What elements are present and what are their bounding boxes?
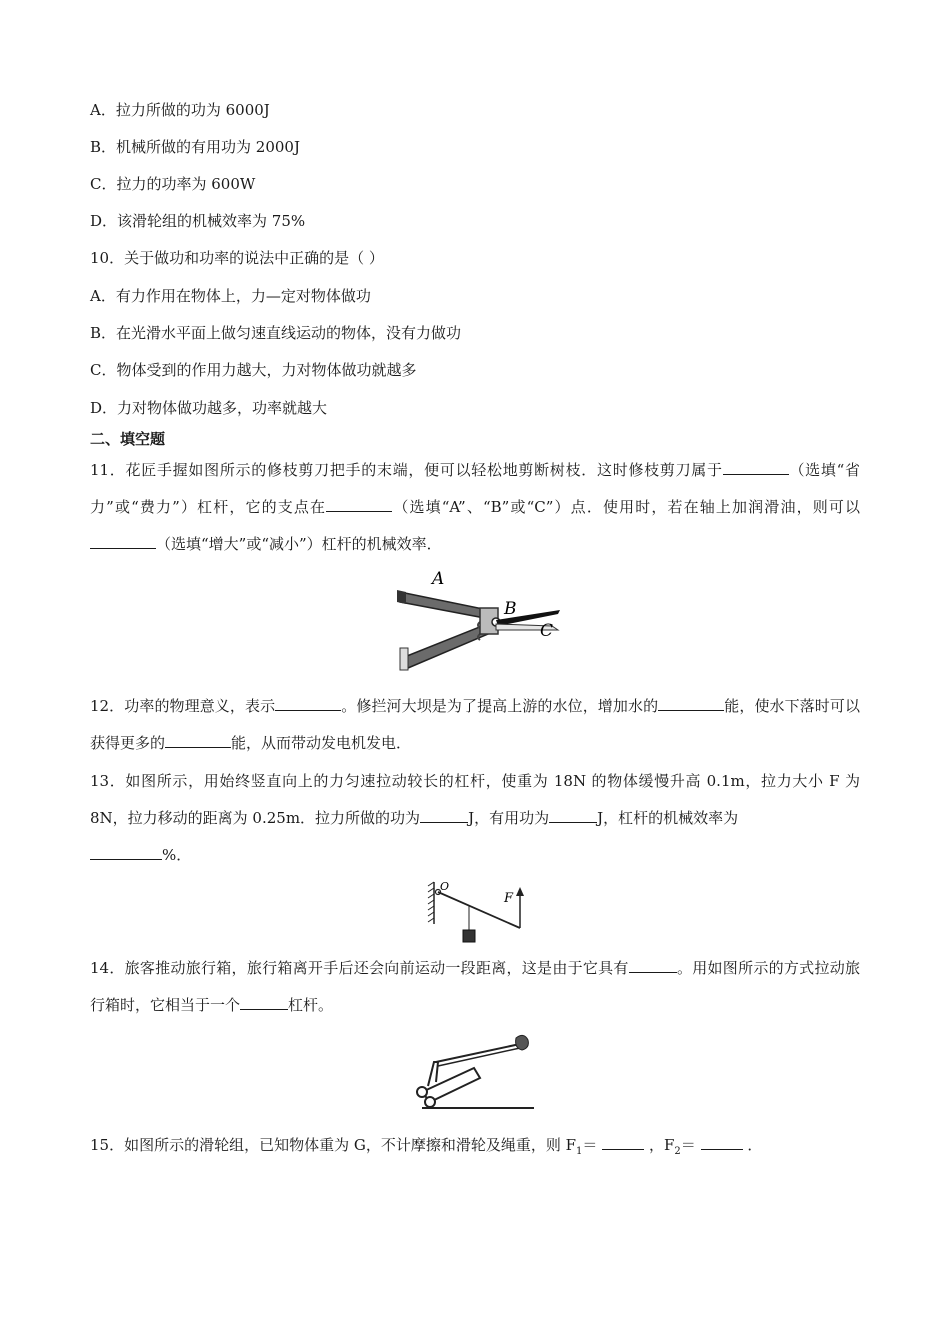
q9-option-c: C．拉力的功率为 600W xyxy=(90,175,256,193)
suitcase-wheel-1 xyxy=(417,1087,427,1097)
q15-sub-1: 1 xyxy=(576,1146,583,1157)
q15-part1: 15．如图所示的滑轮组，已知物体重为 G，不计摩擦和滑轮及绳重，则 F xyxy=(90,1136,577,1154)
q13-text xyxy=(90,763,860,874)
q10-option-c: C．物体受到的作用力越大，力对物体做功就越多 xyxy=(90,361,417,379)
q15-part3: ，F xyxy=(648,1136,675,1154)
q14-text xyxy=(90,950,860,1024)
q12-part4: 能，从而带动发电机发电． xyxy=(231,734,412,752)
q15-text xyxy=(90,1133,762,1163)
q13-blank-1 xyxy=(420,806,468,823)
q15-blank-1 xyxy=(602,1133,644,1150)
q11-blank-1 xyxy=(723,458,789,475)
hand-grip xyxy=(516,1035,529,1050)
q13-blank-3 xyxy=(90,843,162,860)
label-f: F xyxy=(504,891,514,906)
q9-option-b: B．机械所做的有用功为 2000J xyxy=(90,138,300,156)
q13-part4: %． xyxy=(162,846,192,864)
q15-part4: ＝ xyxy=(680,1136,696,1154)
q12-blank-1 xyxy=(275,694,341,711)
q15-blank-2 xyxy=(701,1133,743,1150)
q10-stem: 10．关于做功和功率的说法中正确的是（ ） xyxy=(90,249,384,267)
q13-part2: J，有用功为 xyxy=(468,809,550,827)
q10-option-b: B．在光滑水平面上做匀速直线运动的物体，没有力做功 xyxy=(90,324,462,342)
q11-part1: 11．花匠手握如图所示的修枝剪刀把手的末端，便可以轻松地剪断树枝．这时修枝剪刀属于 xyxy=(90,461,723,479)
q13-part3: J，杠杆的机械效率为 xyxy=(597,809,739,827)
q15-part2: ＝ xyxy=(582,1136,598,1154)
q11-text xyxy=(90,452,860,563)
section-title: 二、填空题 xyxy=(90,430,166,448)
q10-option-d: D．力对物体做功越多，功率就越大 xyxy=(90,399,328,417)
q11-blank-3 xyxy=(90,532,156,549)
q15-sub-2: 2 xyxy=(674,1146,681,1157)
suitcase-frame xyxy=(428,1062,438,1086)
suitcase-handle-bar xyxy=(436,1044,520,1062)
label-b: B xyxy=(504,599,517,619)
q14-part1: 14．旅客推动旅行箱，旅行箱离开手后还会向前运动一段距离，这是由于它具有 xyxy=(90,959,629,977)
q12-part1: 12．功率的物理意义，表示 xyxy=(90,697,276,715)
label-c: C xyxy=(540,621,554,641)
q14-blank-1 xyxy=(629,956,677,973)
label-o: O xyxy=(440,880,450,893)
suitcase-handle-bar-2 xyxy=(438,1048,520,1066)
q13-blank-2 xyxy=(549,806,597,823)
q12-text xyxy=(90,688,860,762)
q14-blank-2 xyxy=(240,993,288,1010)
suitcase-wheel-2 xyxy=(425,1097,435,1107)
wall-hatching xyxy=(428,882,434,922)
suitcase-figure xyxy=(408,1032,538,1112)
shears-lower-handle xyxy=(400,626,488,670)
shears-upper-handle xyxy=(397,590,490,619)
lever-figure xyxy=(426,878,528,950)
q14-part2: 。用如图所示的方式拉动旅行箱时，它相当于一个 xyxy=(90,959,860,1014)
pruning-shears-figure xyxy=(392,568,564,680)
q11-blank-2 xyxy=(326,495,392,512)
q12-part2: 。修拦河大坝是为了提高上游的水位，增加水的 xyxy=(341,697,659,715)
q9-option-a: A．拉力所做的功为 6000J xyxy=(90,101,270,119)
q14-part3: 杠杆。 xyxy=(288,996,334,1014)
q10-option-a: A．有力作用在物体上，力—定对物体做功 xyxy=(90,287,371,305)
q11-part2: （选填“省力”或“费力”）杠杆，它的支点在 xyxy=(90,461,861,516)
q12-part3: 能，使水下落时可以获得更多的 xyxy=(90,697,860,752)
label-a: A xyxy=(432,569,445,589)
q9-option-d: D．该滑轮组的机械效率为 75% xyxy=(90,212,306,230)
q15-part5: ． xyxy=(747,1136,763,1154)
q11-part4: （选填“增大”或“减小”）杠杆的机械效率． xyxy=(156,535,442,553)
q12-blank-3 xyxy=(165,731,231,748)
q13-part1: 13．如图所示，用始终竖直向上的力匀速拉动较长的杠杆，使重为 18N 的物体缓慢升高 0.1m，拉力大小 F 为 8N，拉力移动的距离为 0.25m．拉力所做的功为 xyxy=(90,772,860,827)
q11-part3: （选填“A”、“B”或“C”）点．使用时，若在轴上加润滑油，则可以 xyxy=(392,498,860,516)
weight-block xyxy=(463,930,475,942)
q12-blank-2 xyxy=(658,694,724,711)
force-arrow-head xyxy=(516,887,524,896)
